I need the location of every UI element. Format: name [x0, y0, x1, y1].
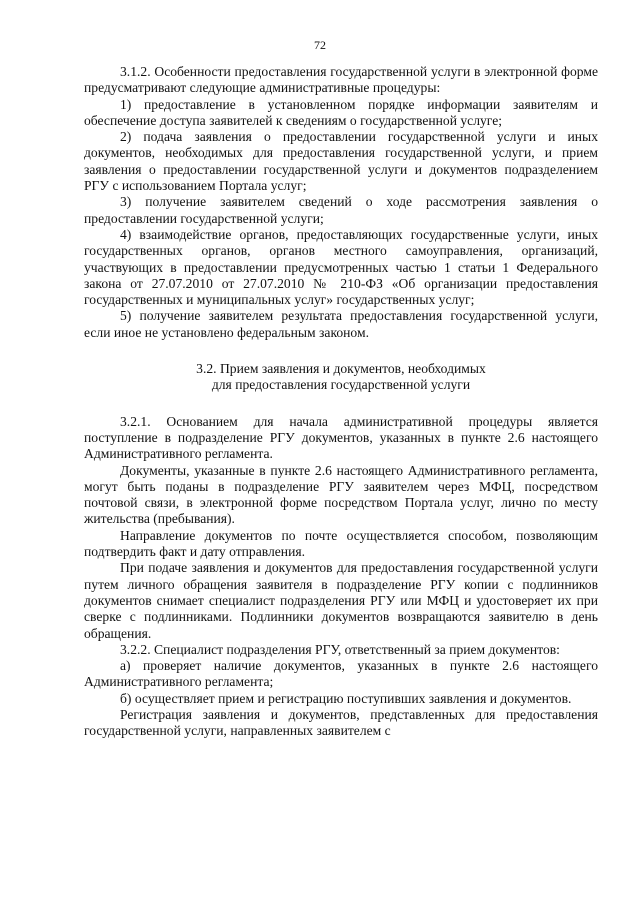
paragraph-3-2-1: 3.2.1. Основанием для начала административной процедуры является поступление в подразделение РГУ документов, указанных в пункте 2.6 настоящего Административного регламента. — [84, 413, 598, 462]
page-number: 72 — [314, 38, 326, 52]
document-body — [84, 64, 598, 740]
paragraph-personal-appeal: При подаче заявления и документов для предоставления государственной услуги путем личного обращения заявителя в подразделение РГУ копии с подлинников документов снимает специалист подразделения РГУ или МФЦ и удостоверяет их при сверке с подлинниками. Подлинники документов возвращаются заявителю в день обращения. — [84, 560, 598, 641]
section-heading-line-2: для предоставления государственной услуги — [211, 377, 471, 393]
list-item-b: б) осуществляет прием и регистрацию поступивших заявления и документов. — [120, 690, 572, 706]
paragraph-mail: Направление документов по почте осуществляется способом, позволяющим подтвердить факт и дату отправления. — [84, 527, 598, 560]
paragraph-registration: Регистрация заявления и документов, представленных для предоставления государственной услуги, направленных заявителем с — [84, 706, 598, 739]
list-item-a: а) проверяет наличие документов, указанных в пункте 2.6 настоящего Административного регламента; — [84, 658, 598, 690]
list-item-4: 4) взаимодействие органов, предоставляющих государственные услуги, иных государственных органов, органов местного самоуправления, организаций, участвующих в предоставлении предусмотренных частью 1 статьи 1 Федерального закона от 27.07.2010 от 27.07.2010 № 210-ФЗ «Об организации предоставления государственных и муниципальных услуг» государственных услуг; — [84, 226, 598, 308]
section-heading-line-1: 3.2. Прием заявления и документов, необходимых — [196, 361, 486, 377]
list-item-5: 5) получение заявителем результата предоставления государственной услуги, если иное не установлено федеральным законом. — [84, 308, 598, 340]
paragraph-documents: Документы, указанные в пункте 2.6 настоящего Административного регламента, могут быть поданы в подразделение РГУ заявителем через МФЦ, посредством почтовой связи, в электронной форме посредством Портала услуг, лично по месту жительства (пребывания). — [84, 462, 598, 527]
paragraph-3-1-2-intro: 3.1.2. Особенности предоставления государственной услуги в электронной форме предусматривают следующие административные процедуры: — [84, 64, 598, 96]
paragraph-3-2-2: 3.2.2. Специалист подразделения РГУ, ответственный за прием документов: — [120, 641, 560, 657]
list-item-2: 2) подача заявления о предоставлении государственной услуги и иных документов, необходимых для предоставления государственной услуги, и прием заявления о предоставлении государственной услуги и документов подразделением РГУ с использованием Портала услуг; — [84, 129, 598, 194]
list-item-3: 3) получение заявителем сведений о ходе рассмотрения заявления о предоставлении государственной услуги; — [84, 194, 598, 226]
list-item-1: 1) предоставление в установленном порядке информации заявителям и обеспечение доступа заявителей к сведениям о государственной услуге; — [84, 96, 598, 128]
section-heading-3-2 — [84, 361, 598, 394]
